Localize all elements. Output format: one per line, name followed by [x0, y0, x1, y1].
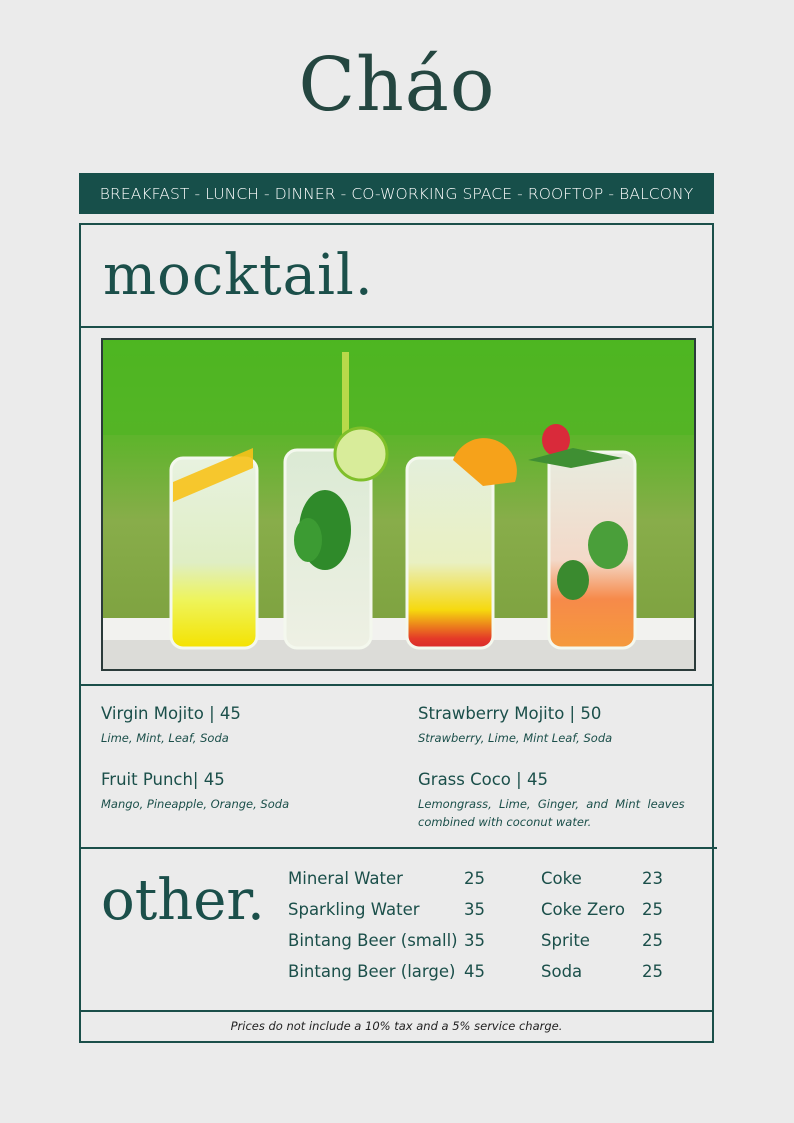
drink-price: 35: [464, 931, 485, 950]
menu-item-name: Strawberry Mojito | 50: [418, 704, 602, 723]
tagline-banner: BREAKFAST - LUNCH - DINNER - CO-WORKING SPACE - ROOFTOP - BALCONY: [79, 173, 714, 214]
menu-item-name: Fruit Punch| 45: [101, 770, 225, 789]
menu-item-description: Lime, Mint, Leaf, Soda: [101, 731, 229, 745]
menu-item-name: Virgin Mojito | 45: [101, 704, 241, 723]
drink-price: 45: [464, 962, 485, 981]
drink-name: Coke Zero: [541, 900, 625, 919]
price-footnote: Prices do not include a 10% tax and a 5% service charge.: [230, 1019, 563, 1033]
drink-name: Coke: [541, 869, 582, 888]
menu-item-description: Lemongrass, Lime, Ginger, and Mint leaves: [418, 797, 685, 811]
menu-item-description: combined with coconut water.: [418, 815, 592, 829]
menu-item-name: Grass Coco | 45: [418, 770, 548, 789]
divider: [79, 847, 717, 849]
drink-name: Bintang Beer (large): [288, 962, 456, 981]
drink-price: 25: [642, 900, 663, 919]
mocktail-photo: [101, 338, 696, 671]
drink-name: Sprite: [541, 931, 590, 950]
drink-name: Sparkling Water: [288, 900, 420, 919]
drink-price: 25: [642, 962, 663, 981]
drink-name: Mineral Water: [288, 869, 403, 888]
drink-name: Bintang Beer (small): [288, 931, 458, 950]
divider: [79, 684, 714, 686]
menu-item-description: Mango, Pineapple, Orange, Soda: [101, 797, 290, 811]
divider: [79, 326, 714, 328]
drink-name: Soda: [541, 962, 583, 981]
drink-price: 23: [642, 869, 663, 888]
drink-price: 35: [464, 900, 485, 919]
brand-logo: Cháo: [298, 42, 496, 128]
menu-item-description: Strawberry, Lime, Mint Leaf, Soda: [418, 731, 613, 745]
mocktail-heading: mocktail.: [103, 243, 374, 308]
other-heading: other.: [101, 868, 265, 933]
divider: [79, 1010, 714, 1012]
drink-price: 25: [642, 931, 663, 950]
drink-price: 25: [464, 869, 485, 888]
menu-frame: [79, 223, 714, 1043]
